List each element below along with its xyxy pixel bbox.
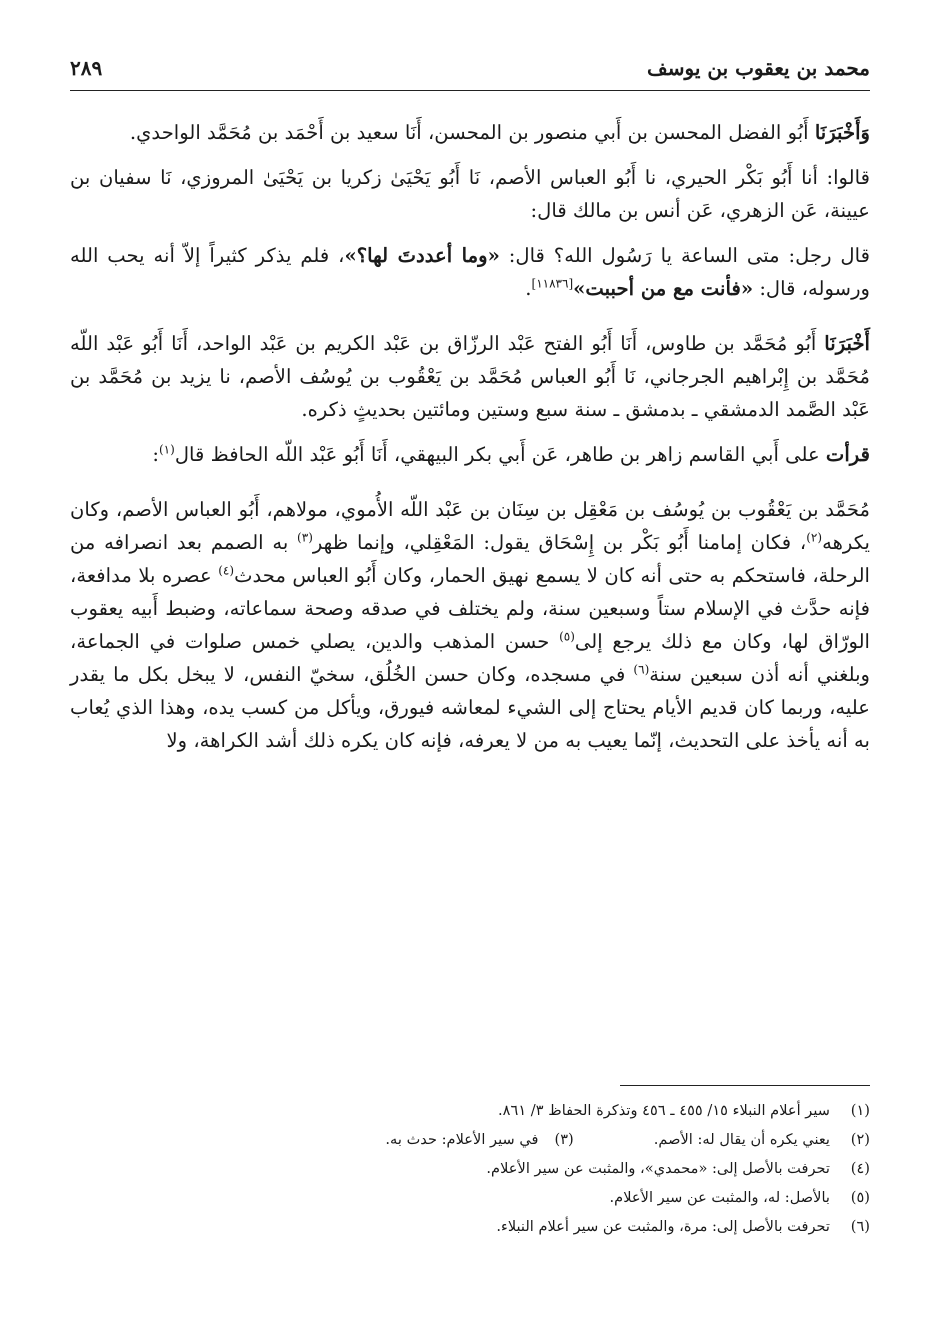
paragraph-end: : <box>152 443 159 466</box>
paragraph-isnad-4 <box>70 438 870 471</box>
footnote-text: سير أعلام النبلاء ١٥/ ٤٥٥ ـ ٤٥٦ وتذكرة الحفاظ ٣/ ٨٦١. <box>498 1102 830 1119</box>
hadith-quote: «فأنت مع من أحببت» <box>573 277 754 300</box>
footnote-marker: (٥) <box>559 629 575 644</box>
paragraph-text: أَبُو مُحَمَّد بن طاوس، أَنَا أَبُو الفتح عَبْد الرزّاق بن عَبْد الكريم بن عَبْد الواحد، أَنَا أَبُو عَبْد اللّه مُحَمَّد بن إِبْراهيم الجرجاني، نَا أَبُو العباس مُحَمَّد بن يَعْقُوب بن يُوسُف الأصم، نا يزيد بن مُحَمَّد بن عَبْد الصَّمد الدمشقي ـ بدمشق ـ سنة سبع وستين ومائتين بحديثٍ ذكره. <box>70 332 870 421</box>
footnote-text: يعني يكره أن يقال له: الأصم. <box>653 1131 830 1148</box>
footnote-text: بالأصل: له، والمثبت عن سير الأعلام. <box>609 1189 830 1206</box>
footnote-text: تحرفت بالأصل إلى: «محمدي»، والمثبت عن سير الأعلام. <box>486 1160 830 1177</box>
footnote-rule <box>620 1085 870 1086</box>
paragraph-hadith <box>70 239 870 305</box>
bio-text: ، فكان إمامنا أَبُو بَكْر بن إِسْحَاق يقول: المَعْقِلي، وإنما ظهر <box>312 531 807 554</box>
hadith-quote: «وما أعددتَ لها؟» <box>344 244 500 267</box>
hadith-end: . <box>525 277 532 300</box>
paragraph-text: على أَبي القاسم زاهر بن طاهر، عَن أَبي بكر البيهقي، أَنَا أَبُو عَبْد اللّه الحافظ قال <box>174 443 826 466</box>
paragraph-isnad-2 <box>70 161 870 227</box>
footnote-1 <box>70 1096 870 1125</box>
transmission-keyword: أَخْبَرَنَا <box>824 332 870 355</box>
footnotes <box>70 1096 870 1241</box>
paragraph-isnad-1 <box>70 116 870 149</box>
transmission-keyword: وَأَخْبَرَنَا <box>814 121 870 144</box>
footnote-6 <box>70 1212 870 1241</box>
footnote-marker: (٦) <box>633 662 650 677</box>
bio-text: عصره بلا مدافعة، فإنه حدَّث في الإسلام ستاً وسبعين سنة، ولم يختلف في صدقه وصحة سماعاته، وضبط أَبيه يعقوب الورّاق لها، وكان مع ذلك يرجع إلى <box>70 564 870 653</box>
paragraph-text: قالوا: أنا أَبُو بَكْر الحيري، نا أَبُو العباس الأصم، نَا أَبُو يَحْيَىٰ زكريا بن يَحْيَىٰ المروزي، نَا سفيان بن عيينة، عَن الزهري، عَن أنس بن مالك قال: <box>70 166 870 222</box>
footnote-number: (٢) <box>850 1131 870 1148</box>
footnote-5 <box>70 1183 870 1212</box>
footnote-marker: (٣) <box>297 530 313 545</box>
main-text <box>70 116 870 769</box>
footnote-text: تحرفت بالأصل إلى: مرة، والمثبت عن سير أعلام النبلاء. <box>496 1218 830 1235</box>
footnote-marker: (٤) <box>218 563 235 578</box>
hadith-reference: [١١٨٣٦] <box>531 276 574 291</box>
transmission-keyword: قرأت <box>825 443 870 466</box>
footnote-number: (٣) <box>554 1131 574 1148</box>
footnote-2-3 <box>70 1125 870 1154</box>
bio-text: مُحَمَّد بن يَعْقُوب بن يُوسُف بن مَعْقِل بن سِنَان بن عَبْد اللّه الأُموي، مولاهم، أَبُو العباس الأصم، وكان يكرهه <box>70 498 870 554</box>
hadith-text: قال رجل: متى الساعة يا رَسُول الله؟ قال: <box>499 244 870 267</box>
footnote-number: (١) <box>850 1102 870 1119</box>
footnote-text: في سير الأعلام: حدث به. <box>385 1131 539 1148</box>
bio-text: به الصمم بعد انصرافه من الرحلة، فاستحكم به حتى أنه كان لا يسمع نهيق الحمار، وكان أَبُو العباس محدث <box>70 531 871 587</box>
hadith-text: ، فلم يذكر كثيراً إلاّ أنه يحب الله ورسوله، قال: <box>70 244 870 300</box>
footnote-number: (٤) <box>850 1160 870 1177</box>
page-number: ٢٨٩ <box>70 56 103 80</box>
footnote-4 <box>70 1154 870 1183</box>
paragraph-biography <box>70 493 870 757</box>
footnote-marker: (١) <box>158 442 175 457</box>
header-rule <box>70 90 870 91</box>
running-title: محمد بن يعقوب بن يوسف <box>647 56 870 80</box>
page-header <box>70 56 870 90</box>
bio-text: حسن المذهب والدين، يصلي خمس صلوات في الجماعة، وبلغني أنه أذن سبعين سنة <box>70 630 870 686</box>
footnote-number: (٥) <box>850 1189 870 1206</box>
footnote-marker: (٢) <box>806 530 823 545</box>
footnote-number: (٦) <box>850 1218 870 1235</box>
paragraph-text: أَبُو الفضل المحسن بن أَبي منصور بن المحسن، أَنَا سعيد بن أَحْمَد بن مُحَمَّد الواحدي. <box>129 121 815 144</box>
bio-text: في مسجده، وكان حسن الخُلُق، سخيّ النفس، لا يبخل بكل ما يقدر عليه، وربما كان قديم الأيام يحتاج إلى الشيء لمعاشه فيورق، ويأكل من كسب يده، وهذا الذي يُعاب به أنه يأخذ على التحديث، إنّما يعيب به من لا يعرفه، فإنه كان يكره ذلك أشد الكراهة، ولا <box>70 663 870 752</box>
paragraph-isnad-3 <box>70 327 870 426</box>
